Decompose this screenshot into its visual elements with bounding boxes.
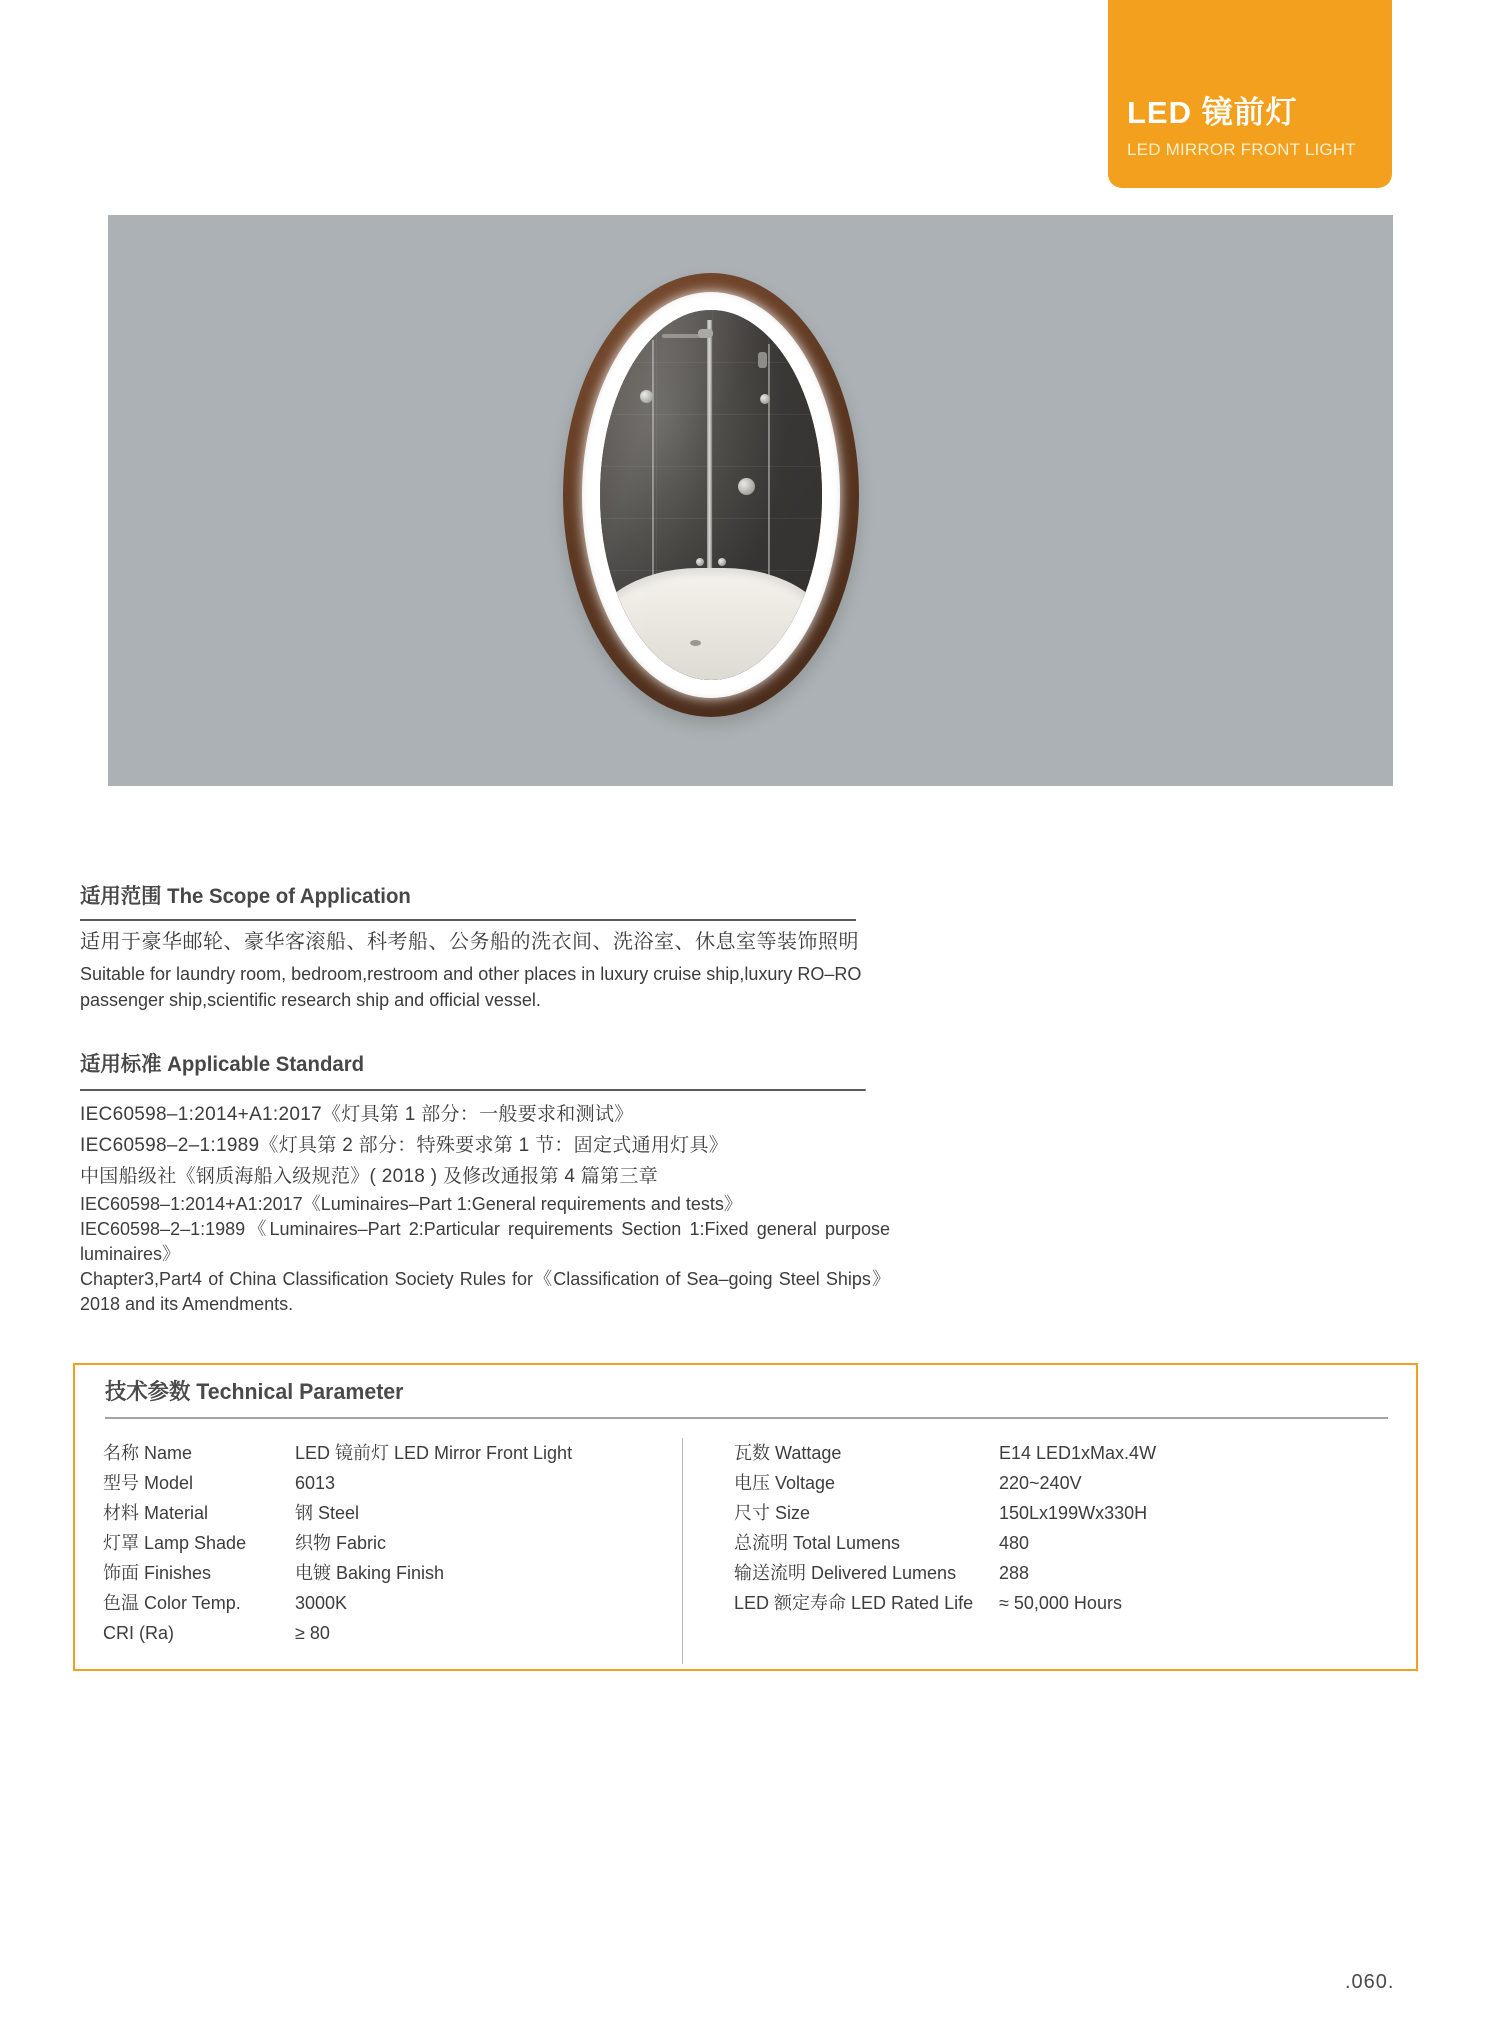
parameter-row bbox=[734, 1498, 1416, 1528]
standard-line: 中国船级社《钢质海船入级规范》( 2018 ) 及修改通报第 4 篇第三章 bbox=[80, 1166, 658, 1187]
technical-parameter-heading-wrap bbox=[105, 1375, 1388, 1419]
parameter-value: 电镀 Baking Finish bbox=[295, 1563, 445, 1583]
standard-line: IEC60598–1:2014+A1:2017《灯具第 1 部分：一般要求和测试》 bbox=[80, 1104, 634, 1125]
parameter-value: ≥ 80 bbox=[295, 1623, 330, 1643]
standard-line: IEC60598–1:2014+A1:2017《Luminaires–Part 1:General requirements and tests》 bbox=[80, 1194, 742, 1214]
standard-lines-en bbox=[80, 1192, 890, 1317]
parameter-row bbox=[734, 1588, 1416, 1618]
parameter-value: 3000K bbox=[295, 1593, 348, 1613]
parameter-row bbox=[734, 1558, 1416, 1588]
parameter-value: 220~240V bbox=[999, 1473, 1082, 1493]
parameter-row bbox=[103, 1558, 682, 1588]
parameter-value: 288 bbox=[999, 1563, 1030, 1583]
scope-heading: 适用范围 The Scope of Application bbox=[80, 880, 856, 921]
scope-text-en: Suitable for laundry room, bedroom,restroom and other places in luxury cruise ship,luxury RO–RO passenger ship,scientific research ship and official vessel. bbox=[80, 964, 862, 1010]
parameter-column-right bbox=[682, 1438, 1416, 1664]
parameter-row bbox=[734, 1528, 1416, 1558]
technical-parameter-box bbox=[73, 1363, 1418, 1671]
scope-text-cn: 适用于豪华邮轮、豪华客滚船、科考船、公务船的洗衣间、洗浴室、休息室等装饰照明 bbox=[80, 931, 859, 953]
shower-dial bbox=[738, 478, 755, 495]
parameter-value: LED 镜前灯 LED Mirror Front Light bbox=[295, 1443, 573, 1463]
parameter-value: 钢 Steel bbox=[295, 1503, 360, 1523]
parameter-value: 480 bbox=[999, 1533, 1030, 1553]
parameter-label: 色温 Color Temp. bbox=[103, 1593, 241, 1613]
parameter-label: 名称 Name bbox=[103, 1443, 193, 1463]
parameter-value: E14 LED1xMax.4W bbox=[999, 1443, 1157, 1463]
standard-line: IEC60598–2–1:1989《灯具第 2 部分：特殊要求第 1 节：固定式通用灯具》 bbox=[80, 1135, 729, 1156]
standard-line: Chapter3,Part4 of China Classification Society Rules for《Classification of Sea–going Steel Ships》2018 and its Amendments. bbox=[80, 1269, 890, 1314]
door-handle-dot bbox=[696, 558, 704, 566]
parameter-column-left bbox=[75, 1438, 682, 1664]
standard-line: IEC60598–2–1:1989《Luminaires–Part 2:Particular requirements Section 1:Fixed general purpose luminaires》 bbox=[80, 1219, 890, 1264]
parameter-label: 材料 Material bbox=[103, 1503, 209, 1523]
category-header bbox=[1108, 0, 1392, 188]
parameter-row bbox=[103, 1438, 682, 1468]
shower-door-edge-right bbox=[768, 344, 770, 602]
technical-parameter-heading: 技术参数 Technical Parameter bbox=[105, 1379, 404, 1404]
parameter-row bbox=[734, 1468, 1416, 1498]
parameter-row bbox=[103, 1498, 682, 1528]
standard-section bbox=[80, 1048, 890, 1317]
parameter-row bbox=[734, 1438, 1416, 1468]
parameter-label: 瓦数 Wattage bbox=[734, 1443, 842, 1463]
page-number: .060. bbox=[1345, 1971, 1395, 1993]
parameter-value: ≈ 50,000 Hours bbox=[999, 1593, 1122, 1613]
door-handle-dot bbox=[718, 558, 726, 566]
mirror-glass bbox=[600, 310, 822, 680]
parameter-label: 饰面 Finishes bbox=[103, 1563, 212, 1583]
parameter-value: 150Lx199Wx330H bbox=[999, 1503, 1148, 1523]
scope-section bbox=[80, 880, 880, 1013]
parameter-table bbox=[75, 1438, 1416, 1664]
parameter-label: LED 额定寿命 LED Rated Life bbox=[734, 1593, 974, 1613]
standard-heading: 适用标准 Applicable Standard bbox=[80, 1048, 866, 1091]
parameter-row bbox=[103, 1528, 682, 1558]
hinge-dot bbox=[760, 394, 770, 404]
parameter-label: 灯罩 Lamp Shade bbox=[103, 1533, 247, 1553]
parameter-value: 织物 Fabric bbox=[295, 1533, 387, 1553]
parameter-label: 型号 Model bbox=[103, 1473, 194, 1493]
standard-lines-cn bbox=[80, 1099, 890, 1192]
category-title-en: LED MIRROR FRONT LIGHT bbox=[1127, 140, 1356, 159]
parameter-value: 6013 bbox=[295, 1473, 336, 1493]
parameter-label: 电压 Voltage bbox=[734, 1473, 836, 1493]
mirror-light-frame bbox=[563, 273, 859, 717]
parameter-label: 总流明 Total Lumens bbox=[734, 1533, 901, 1553]
parameter-row bbox=[103, 1468, 682, 1498]
parameter-label: 输送流明 Delivered Lumens bbox=[734, 1563, 957, 1583]
parameter-row bbox=[103, 1618, 682, 1648]
tray-drain bbox=[690, 640, 701, 646]
shower-fixture bbox=[758, 352, 767, 368]
product-photo bbox=[108, 215, 1393, 786]
parameter-row bbox=[103, 1588, 682, 1618]
parameter-label: 尺寸 Size bbox=[734, 1503, 811, 1523]
parameter-label: CRI (Ra) bbox=[103, 1623, 174, 1643]
category-title-cn: LED 镜前灯 bbox=[1127, 95, 1298, 130]
